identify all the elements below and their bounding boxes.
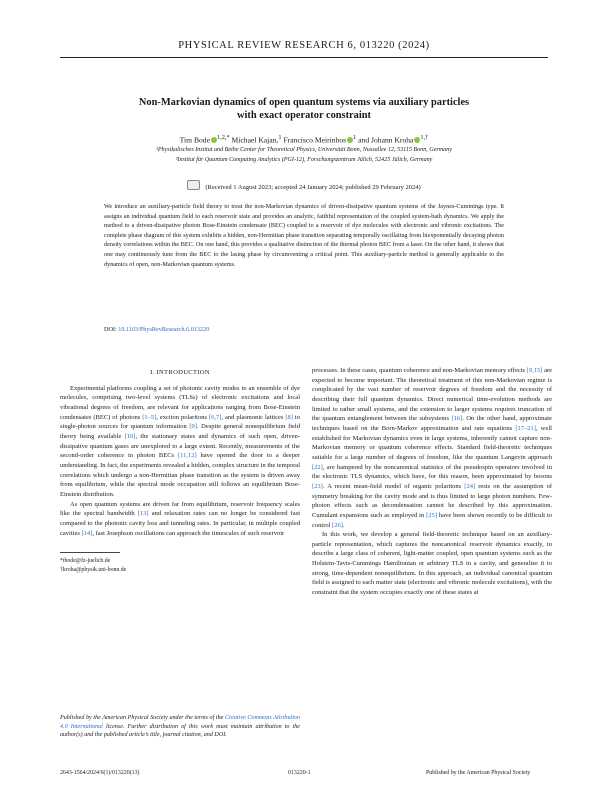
footnote: †kroha@physik.uni-bonn.de: [60, 566, 127, 573]
license-notice: Published by the American Physical Society under the terms of the Creative Commons Attribution 4.0 International license. Further distribution of this work must maintain attribution to the author(s) and the published article’s title, journal citation, and DOI.: [60, 715, 301, 739]
footnote: *tbode@fz-juelich.de: [60, 558, 111, 565]
citation-link[interactable]: [24]: [464, 482, 476, 490]
header-rule: [60, 57, 548, 58]
footnote-rule: [60, 552, 120, 553]
author-name[interactable]: and Johann Kroha: [358, 135, 414, 145]
citation-link[interactable]: [1–5]: [142, 413, 157, 421]
abstract: [104, 202, 504, 269]
citation-link[interactable]: [9]: [189, 423, 197, 431]
citation-link[interactable]: [9,15]: [526, 367, 543, 374]
citation-link[interactable]: [10]: [124, 432, 136, 440]
author-name[interactable]: Michael Kajan,: [231, 135, 279, 145]
paragraph: In this work, we develop a general field-theoretic technique based on an auxiliary-particle representation, which captures the noncanonical reservoir dynamics exactly, to describe a large class of coherent, light-matter coupled, open quantum systems such as the Holstein-Tavis-Cummings Hamiltonian or arbitrary TLS in a cavity, and generalize it to strong, time-dependent nonequilibrium. In this approach, an individual canonical quantum field is assigned to each matter state (electronic and vibronic molecule excitations), with the constraint that the system occupies exactly one of these states at: [312, 531, 552, 597]
footer-publisher: Published by the American Physical Society: [426, 770, 531, 776]
citation-link[interactable]: [6,7]: [208, 413, 222, 421]
author-list: [60, 133, 548, 146]
author-name[interactable]: Tim Bode: [179, 135, 210, 145]
paragraph: Experimental platforms coupling a set of photonic cavity modes to an ensemble of dye molecules, comprising two-level systems (TLSs) of electronic excitations and local vibrational degrees of freedom, are relevant for applications ranging from Bose-Einstein condensates (BEC) of photons [1–5], exciton polaritons [6,7], and plasmonic lattices [8] to single-photon sources for quantum information [9]. Despite general nonequilibrium field theory being available [10], the stationary states and dynamics of such open, driven-dissipative quantum gases are unexplored to a large extent. Recently, measurements of the second-order coherence in photon BECs [11,12] have opened the door to a deeper understanding. In fact, the experiments revealed a hidden, complex structure in the temporal correlations which undergo a non-Hermitian phase transition as the system is driven away from equilibrium, while the spectral mode occupation still follows an equilibrium Bose-Einstein distribution.: [60, 384, 300, 498]
citation-link[interactable]: [25]: [426, 511, 437, 519]
citation-link[interactable]: [22]: [312, 463, 323, 471]
abstract-text: We introduce an auxiliary-particle field theory to treat the non-Markovian dynamics of driven-dissipative quantum systems of the Jaynes-Cummings type. It assigns an individual quantum field to each reservoir state and provides an analytic, faithful representation of the coupled system-bath dynamics. We apply the method to a driven-dissipative photon Bose-Einstein condensate (BEC) coupled to a reservoir of dye molecules with electronic and vibronic excitations. The complete phase diagram of this system exhibits a hidden, non-Hermitian phase transition separating temporally oscillating from biexponentially decaying photon density correlations within the BEC. On one hand, this provides a qualitative distinction of the thermal photon BEC from a laser. On the other hand, it shows that one may continuously tune from the BEC to the lasing phase by circumventing a critical point. This auxiliary-particle method is generally applicable to the dynamics of open, non-Markovian quantum systems.: [104, 203, 504, 268]
affiliation-1: ¹Physikalisches Institut and Bethe Center for Theoretical Physics, Universität Bonn, Nussallee 12, 53115 Bonn, Germany: [156, 147, 452, 153]
received-dates: [60, 180, 548, 192]
license-link[interactable]: Creative Commons Attribution 4.0 International: [60, 715, 300, 730]
doi-label: DOI:: [104, 326, 117, 333]
paragraph: As open quantum systems are driven far from equilibrium, reservoir frequency scales like the spectral bandwidth [13] and relaxation rates can no longer be considered fast compared to the photonic cavity loss and tunneling rates. In particular, in multiple coupled cavities [14], fast Josephson oscillations can approach the timescales of such reservoir: [60, 500, 300, 537]
author-affiliation-mark: 1,†: [420, 134, 429, 141]
citation-link[interactable]: [26]: [332, 521, 343, 529]
doi-link[interactable]: 10.1103/PhysRevResearch.6.013220: [118, 326, 210, 333]
title-line-2: with exact operator constraint: [237, 110, 371, 121]
author-affiliation-mark: 1: [353, 134, 357, 141]
citation-link[interactable]: [16]: [451, 415, 463, 423]
citation-link[interactable]: [8]: [285, 413, 293, 421]
article-title: [60, 96, 548, 122]
citation-link[interactable]: [11,12]: [177, 452, 197, 460]
citation-link[interactable]: [23]: [312, 482, 323, 490]
author-affiliation-mark: 1,2,*: [216, 134, 230, 141]
section-title: I. INTRODUCTION: [150, 369, 210, 376]
right-column: [312, 366, 552, 598]
affiliation-2: ²Institut für Quantum Computing Analytics (PGI-12), Forschungszentrum Jülich, 52425 Jülich, Germany: [175, 157, 433, 163]
doi-line: [104, 326, 209, 333]
title-line-1: Non-Markovian dynamics of open quantum systems via auxiliary particles: [138, 97, 470, 108]
author-affiliation-mark: 1: [278, 134, 282, 141]
paragraph: processes. In these cases, quantum coherence and non-Markovian memory effects [9,15] are expected to become important. The theoretical treatment of this non-Markovian regime is complicated by the vast number of reservoir degrees of freedom and the necessity of describing their full quantum dynamics. Direct numerical time-evolution methods are limited to rather small systems, and the extension to larger systems requires truncation of the quantum entanglement between the subsystems [16]. On the other hand, approximate techniques based on the Born-Markov approximation and rate equations [17–21], well established for Markovian dynamics even in large systems, inherently cannot capture non-Markovian memory or quantum coherence effects. Standard field-theoretic techniques suitable for a large number of degrees of freedom, like the quantum Langevin approach [22], are hampered by the noncanonical statistics of the pseudospin operators involved in the electronic TLS dynamics, which have, for this reason, been approximated by bosons [23]. A recent mean-field model of organic polaritons [24] rests on the assumption of symmetry breaking for the cavity mode and is thus limited to large photon numbers. Few-photon effects such as decondensation cannot be described by this approximation. Cumulant expansions such as employed in [25] have been shown recently to be difficult to control [26].: [312, 367, 553, 529]
check-for-updates-icon[interactable]: [187, 180, 200, 190]
footer-page-number: 013220-1: [288, 770, 311, 776]
author-name[interactable]: Francisco Meirinhos: [283, 135, 347, 145]
left-column: [60, 368, 300, 574]
citation-link[interactable]: [17–21]: [515, 424, 536, 432]
footer-issn: 2643-1564/2024/6(1)/013220(13): [60, 770, 140, 776]
citation-link[interactable]: [14]: [81, 529, 93, 537]
received-text: (Received 1 August 2023; accepted 24 January 2024; published 29 February 2024): [205, 184, 421, 191]
citation-link[interactable]: [13]: [137, 510, 149, 518]
journal-header: PHYSICAL REVIEW RESEARCH 6, 013220 (2024): [178, 40, 430, 51]
